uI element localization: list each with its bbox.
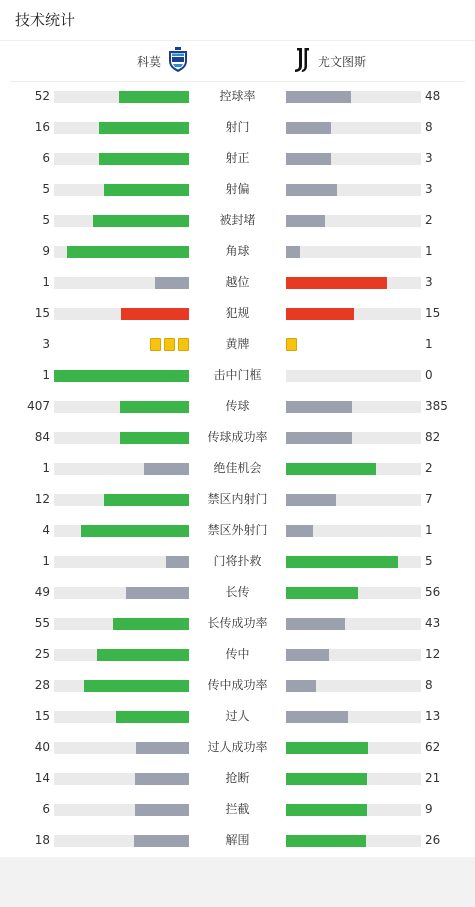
home-bar-fill [144,463,189,475]
stat-label: 犯规 [225,306,250,320]
stat-label: 被封堵 [219,213,256,227]
stat-row [0,515,475,546]
home-bar-fill [99,122,189,134]
stat-label: 角球 [225,244,250,258]
home-stat-value: 52 [34,89,50,103]
away-stat-value: 7 [425,492,433,506]
away-stat-value: 3 [425,182,433,196]
away-bar-track [286,804,421,816]
away-bar-track [286,432,421,444]
away-bar-fill [286,184,337,196]
home-stat-value: 49 [34,585,50,599]
home-bar-fill [104,184,189,196]
away-stat-value: 15 [425,306,441,320]
home-bar-track [54,587,189,599]
stat-row [0,670,475,701]
away-stat-value: 13 [425,709,441,723]
home-bar-fill [67,246,189,258]
home-stat-value: 5 [42,182,50,196]
stat-label: 门将扑救 [213,554,262,568]
away-bar-fill [286,773,367,785]
away-bar-fill [286,215,325,227]
como-crest-icon [166,47,190,76]
away-bar-fill [286,463,376,475]
home-bar-track [54,153,189,165]
away-stat-value: 3 [425,275,433,289]
home-bar-track [54,184,189,196]
home-bar-track [54,835,189,847]
away-stat-value: 8 [425,678,433,692]
juventus-j-icon [294,47,312,76]
stat-row [0,391,475,422]
home-bar-fill [166,556,189,568]
stat-row [0,360,475,391]
away-stat-value: 82 [425,430,441,444]
home-bar-fill [84,680,189,692]
home-stat-value: 407 [27,399,50,413]
stat-label: 拦截 [225,802,250,816]
home-yellow-cards [150,338,189,351]
away-bar-fill [286,618,345,630]
stat-row [0,639,475,670]
home-stat-value: 28 [34,678,50,692]
away-stat-value: 8 [425,120,433,134]
home-stat-value: 16 [34,120,50,134]
home-bar-fill [119,91,189,103]
away-bar-track [286,711,421,723]
stat-row [0,608,475,639]
stat-label: 解围 [225,833,250,847]
stat-row [0,453,475,484]
stat-row [0,298,475,329]
home-bar-fill [134,835,189,847]
away-bar-fill [286,401,352,413]
away-bar-fill [286,246,300,258]
home-stat-value: 18 [34,833,50,847]
stat-row [0,701,475,732]
away-bar-fill [286,556,398,568]
home-bar-track [54,742,189,754]
away-stat-value: 21 [425,771,441,785]
away-yellow-cards [286,338,297,351]
away-stat-value: 9 [425,802,433,816]
stat-label: 长传成功率 [207,616,268,630]
home-bar-fill [120,401,189,413]
away-bar-fill [286,494,336,506]
stat-row [0,484,475,515]
away-stat-value: 26 [425,833,441,847]
away-bar-fill [286,835,366,847]
home-stat-value: 1 [42,461,50,475]
home-bar-fill [81,525,189,537]
away-stat-value: 12 [425,647,441,661]
home-bar-fill [121,308,189,320]
away-bar-fill [286,711,348,723]
away-bar-track [286,556,421,568]
stats-list [0,81,475,856]
home-stat-value: 1 [42,554,50,568]
stat-row [0,329,475,360]
stat-label: 传球 [225,399,250,413]
home-stat-value: 25 [34,647,50,661]
stat-row [0,794,475,825]
home-bar-track [54,649,189,661]
stat-row [0,81,475,112]
yellow-card-icon [178,338,189,351]
stat-row [0,174,475,205]
home-bar-track [54,246,189,258]
home-stat-value: 3 [42,337,50,351]
home-bar-track [54,463,189,475]
away-stat-value: 1 [425,523,433,537]
away-bar-track [286,122,421,134]
stat-row [0,143,475,174]
away-bar-fill [286,91,351,103]
stat-label: 传中成功率 [207,678,268,692]
stat-label: 射偏 [225,182,250,196]
home-bar-track [54,804,189,816]
away-bar-track [286,494,421,506]
away-bar-fill [286,122,331,134]
home-bar-track [54,215,189,227]
stat-row [0,112,475,143]
home-bar-fill [136,742,189,754]
away-bar-track [286,742,421,754]
stat-row [0,825,475,856]
stat-row [0,732,475,763]
home-stat-value: 6 [42,151,50,165]
away-stat-value: 2 [425,213,433,227]
home-stat-value: 14 [34,771,50,785]
away-stat-value: 1 [425,244,433,258]
stat-row [0,205,475,236]
home-team-name: 科莫 [136,54,161,69]
stat-label: 传球成功率 [207,430,268,444]
page-title: 技术统计 [15,11,76,29]
away-bar-track [286,184,421,196]
home-stat-value: 1 [42,368,50,382]
home-bar-track [54,277,189,289]
home-bar-track [54,618,189,630]
away-bar-track [286,835,421,847]
away-stat-value: 0 [425,368,433,382]
home-stat-value: 4 [42,523,50,537]
home-stat-value: 1 [42,275,50,289]
away-bar-fill [286,153,331,165]
home-stat-value: 15 [34,709,50,723]
home-bar-track [54,773,189,785]
stat-row [0,577,475,608]
stat-label: 控球率 [219,89,256,103]
away-stat-value: 43 [425,616,441,630]
away-bar-track [286,680,421,692]
away-bar-fill [286,680,316,692]
home-bar-fill [97,649,189,661]
away-bar-fill [286,525,313,537]
stat-row [0,422,475,453]
home-stat-value: 40 [34,740,50,754]
away-stat-value: 3 [425,151,433,165]
teams-header [0,41,475,81]
home-stat-value: 55 [34,616,50,630]
away-bar-track [286,401,421,413]
home-bar-fill [99,153,189,165]
home-bar-track [54,525,189,537]
home-bar-track [54,122,189,134]
away-bar-track [286,587,421,599]
home-bar-track [54,711,189,723]
home-stat-value: 84 [34,430,50,444]
stat-row [0,546,475,577]
home-bar-track [54,680,189,692]
stat-label: 射正 [225,151,250,165]
away-bar-fill [286,277,387,289]
away-stat-value: 48 [425,89,441,103]
away-bar-fill [286,649,329,661]
home-bar-fill [113,618,189,630]
away-stat-value: 56 [425,585,441,599]
away-bar-track [286,773,421,785]
stat-label: 黄牌 [225,337,250,351]
away-bar-fill [286,308,354,320]
home-bar-fill [54,370,189,382]
away-stat-value: 385 [425,399,448,413]
away-bar-track [286,215,421,227]
yellow-card-icon [150,338,161,351]
stat-label: 绝佳机会 [213,461,262,475]
stat-label: 长传 [225,585,250,599]
home-bar-track [54,308,189,320]
yellow-card-icon [164,338,175,351]
yellow-card-icon [286,338,297,351]
stat-label: 过人 [225,709,250,723]
page-footer-background [0,857,475,907]
away-bar-fill [286,742,368,754]
home-stat-value: 5 [42,213,50,227]
away-bar-track [286,153,421,165]
home-bar-track [54,556,189,568]
home-bar-fill [135,804,189,816]
away-stat-value: 62 [425,740,441,754]
away-bar-track [286,618,421,630]
away-bar-fill [286,804,367,816]
stat-row [0,763,475,794]
stat-label: 禁区外射门 [207,523,268,537]
home-bar-track [54,432,189,444]
home-bar-track [54,91,189,103]
home-bar-fill [93,215,189,227]
stat-row [0,267,475,298]
stat-label: 抢断 [225,771,250,785]
stat-row [0,236,475,267]
away-bar-fill [286,587,358,599]
home-bar-fill [120,432,189,444]
home-stat-value: 15 [34,306,50,320]
home-stat-value: 12 [34,492,50,506]
home-team[interactable] [137,41,190,81]
home-bar-track [54,370,189,382]
home-bar-fill [104,494,189,506]
home-bar-track [54,401,189,413]
away-bar-track [286,277,421,289]
away-stat-value: 1 [425,337,433,351]
stat-label: 击中门框 [213,368,262,382]
away-stat-value: 5 [425,554,433,568]
home-bar-fill [116,711,189,723]
home-bar-fill [135,773,189,785]
away-bar-track [286,525,421,537]
home-bar-fill [126,587,189,599]
home-bar-track [54,494,189,506]
away-team[interactable] [294,41,366,81]
away-bar-track [286,649,421,661]
away-team-name: 尤文图斯 [318,54,367,69]
home-stat-value: 9 [42,244,50,258]
stat-label: 射门 [225,120,250,134]
away-bar-track [286,308,421,320]
away-bar-track [286,370,421,382]
home-bar-fill [155,277,189,289]
away-stat-value: 2 [425,461,433,475]
away-bar-track [286,246,421,258]
stat-label: 过人成功率 [207,740,268,754]
away-bar-track [286,91,421,103]
stat-label: 传中 [225,647,250,661]
stat-label: 禁区内射门 [207,492,268,506]
away-bar-fill [286,432,352,444]
home-stat-value: 6 [42,802,50,816]
stat-label: 越位 [225,275,250,289]
away-bar-track [286,463,421,475]
